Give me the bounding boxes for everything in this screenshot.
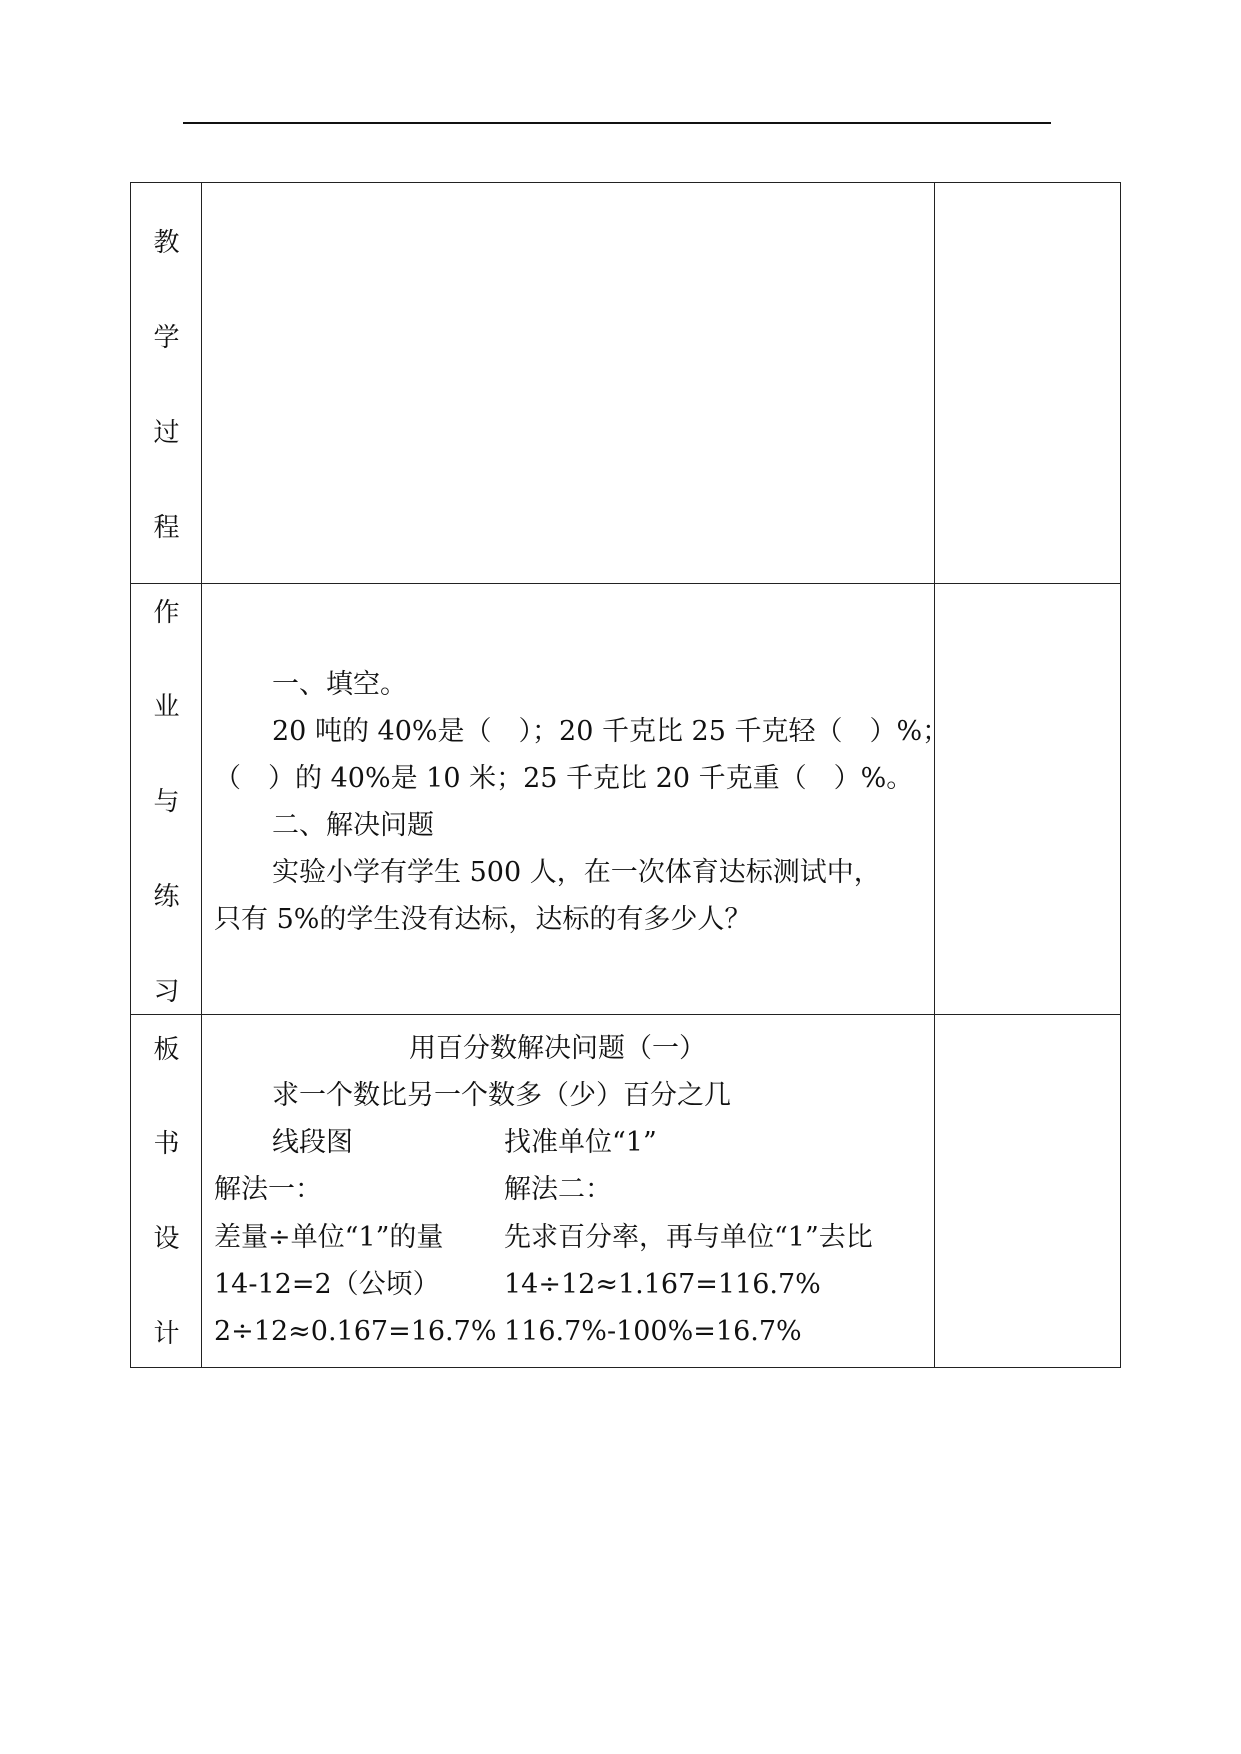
label-char: 过 — [153, 418, 180, 448]
header-rule — [183, 122, 1051, 124]
board-design-notes — [935, 1015, 1121, 1368]
homework-content — [202, 584, 950, 1015]
exercise-line: 20 吨的 40%是（ ）；20 千克比 25 千克轻（ ）%； — [272, 716, 950, 747]
teaching-process-content — [202, 183, 935, 584]
label-char: 练 — [153, 882, 180, 912]
board-right-line: 先求百分率，再与单位“1”去比 — [504, 1222, 873, 1253]
teaching-process-row — [131, 183, 1121, 584]
label-char: 作 — [153, 598, 180, 628]
board-right-line: 116.7%-100%=16.7% — [504, 1316, 802, 1347]
board-right-line: 解法二： — [504, 1174, 612, 1205]
label-char: 学 — [153, 323, 180, 353]
label-char: 书 — [153, 1129, 180, 1159]
homework-label — [131, 584, 202, 1015]
homework-notes — [935, 584, 1121, 1015]
board-left-line: 14-12=2（公顷） — [214, 1269, 440, 1300]
problem-line: 实验小学有学生 500 人，在一次体育达标测试中， — [272, 857, 881, 888]
exercise-line: （ ）的 40%是 10 米；25 千克比 20 千克重（ ）%。 — [214, 763, 914, 794]
section-heading-fill-blank: 一、填空。 — [272, 669, 407, 700]
board-design-label — [131, 1015, 202, 1368]
board-title: 用百分数解决问题（一） — [409, 1033, 706, 1064]
board-subtitle: 求一个数比另一个数多（少）百分之几 — [272, 1080, 731, 1111]
board-design-content — [202, 1015, 935, 1368]
teaching-process-label — [131, 183, 202, 584]
label-char: 教 — [153, 228, 180, 258]
label-char: 设 — [153, 1224, 180, 1254]
board-left-line: 差量÷单位“1”的量 — [214, 1222, 444, 1253]
board-left-line: 2÷12≈0.167=16.7% — [214, 1316, 497, 1347]
teaching-process-notes — [935, 183, 1121, 584]
board-left-line: 解法一： — [214, 1174, 322, 1205]
board-right-line: 找准单位“1” — [504, 1127, 657, 1158]
section-heading-solve: 二、解决问题 — [272, 810, 434, 841]
board-right-line: 14÷12≈1.167=116.7% — [504, 1269, 821, 1300]
label-char: 习 — [153, 977, 180, 1007]
label-char: 程 — [153, 513, 180, 543]
board-design-row — [131, 1015, 1121, 1368]
lesson-plan-table — [130, 182, 1121, 1368]
label-char: 与 — [153, 787, 180, 817]
board-left-line: 线段图 — [272, 1127, 353, 1158]
homework-row — [131, 584, 1121, 1015]
problem-line: 只有 5%的学生没有达标，达标的有多少人？ — [214, 904, 752, 935]
label-char: 板 — [153, 1035, 180, 1065]
label-char: 计 — [153, 1319, 180, 1349]
label-char: 业 — [153, 692, 180, 722]
